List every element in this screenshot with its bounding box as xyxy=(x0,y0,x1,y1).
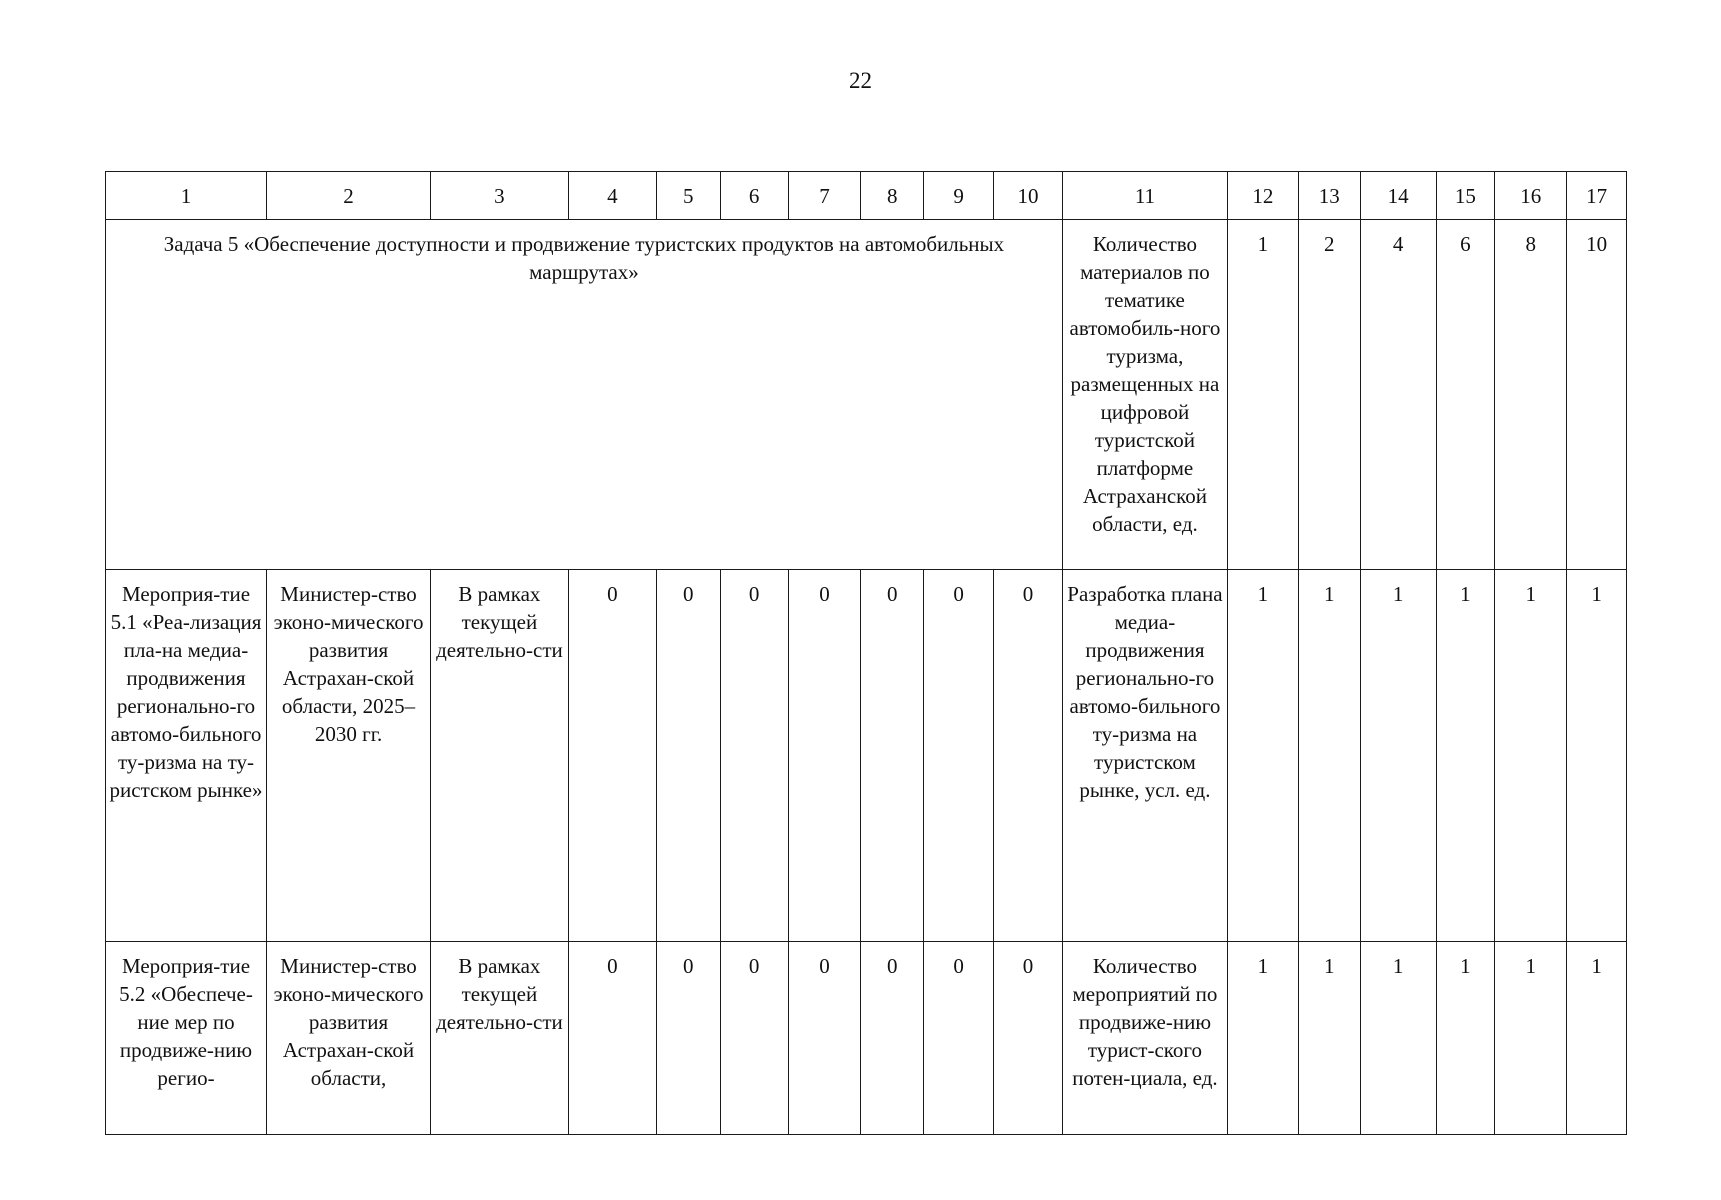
funding-amount: 0 xyxy=(568,942,656,1135)
activity-indicator: Количество мероприятий по продвиже-нию турист-ского потен-циала, ед. xyxy=(1062,942,1227,1135)
target-value: 1 xyxy=(1436,570,1495,942)
task-title: Задача 5 «Обеспечение доступности и продвижение туристских продуктов на автомобильных маршрутах» xyxy=(106,220,1063,570)
target-value: 1 xyxy=(1567,942,1627,1135)
funding-amount: 0 xyxy=(861,570,924,942)
funding-amount: 0 xyxy=(994,942,1063,1135)
program-table xyxy=(105,171,1627,1135)
target-value: 1 xyxy=(1227,942,1298,1135)
target-value: 1 xyxy=(1298,570,1360,942)
col-number: 15 xyxy=(1436,172,1495,220)
col-number: 3 xyxy=(431,172,569,220)
target-value: 1 xyxy=(1360,570,1436,942)
funding-amount: 0 xyxy=(656,570,720,942)
col-number: 10 xyxy=(994,172,1063,220)
col-number: 4 xyxy=(568,172,656,220)
activity-executor: Министер-ство эконо-мического развития Астрахан-ской области, 2025–2030 гг. xyxy=(267,570,431,942)
col-number: 7 xyxy=(788,172,861,220)
target-value: 1 xyxy=(1360,942,1436,1135)
funding-amount: 0 xyxy=(568,570,656,942)
col-number: 9 xyxy=(924,172,994,220)
activity-name: Мероприя-тие 5.2 «Обеспече-ние мер по продвиже-нию регио- xyxy=(106,942,267,1135)
target-value: 1 xyxy=(1298,942,1360,1135)
funding-amount: 0 xyxy=(861,942,924,1135)
funding-amount: 0 xyxy=(994,570,1063,942)
target-value: 10 xyxy=(1567,220,1627,570)
col-number: 16 xyxy=(1495,172,1567,220)
funding-amount: 0 xyxy=(720,942,788,1135)
page-number: 22 xyxy=(849,68,872,93)
funding-amount: 0 xyxy=(720,570,788,942)
activity-row xyxy=(106,942,1627,1135)
target-value: 2 xyxy=(1298,220,1360,570)
target-value: 1 xyxy=(1227,570,1298,942)
target-value: 4 xyxy=(1360,220,1436,570)
col-number: 13 xyxy=(1298,172,1360,220)
activity-indicator: Разработка плана медиа-продвижения регионально-го автомо-бильного ту-ризма на туристском рынке, усл. ед. xyxy=(1062,570,1227,942)
target-value: 1 xyxy=(1436,942,1495,1135)
col-number: 5 xyxy=(656,172,720,220)
col-number: 17 xyxy=(1567,172,1627,220)
col-number: 14 xyxy=(1360,172,1436,220)
task-row xyxy=(106,220,1627,570)
target-value: 1 xyxy=(1567,570,1627,942)
col-number: 1 xyxy=(106,172,267,220)
target-value: 6 xyxy=(1436,220,1495,570)
target-value: 1 xyxy=(1495,942,1567,1135)
activity-row xyxy=(106,570,1627,942)
funding-amount: 0 xyxy=(788,570,861,942)
funding-amount: 0 xyxy=(924,942,994,1135)
target-value: 8 xyxy=(1495,220,1567,570)
target-value: 1 xyxy=(1495,570,1567,942)
activity-funding: В рамках текущей деятельно-сти xyxy=(431,942,569,1135)
activity-name: Мероприя-тие 5.1 «Реа-лизация пла-на медиа-продвижения регионально-го автомо-бильного ту-ризма на ту-ристском рынке» xyxy=(106,570,267,942)
col-number: 12 xyxy=(1227,172,1298,220)
target-value: 1 xyxy=(1227,220,1298,570)
activity-funding: В рамках текущей деятельно-сти xyxy=(431,570,569,942)
activity-executor: Министер-ство эконо-мического развития Астрахан-ской области, xyxy=(267,942,431,1135)
funding-amount: 0 xyxy=(788,942,861,1135)
col-number: 11 xyxy=(1062,172,1227,220)
funding-amount: 0 xyxy=(924,570,994,942)
task-indicator: Количество материалов по тематике автомобиль-ного туризма, размещенных на цифровой туристской платформе Астраханской области, ед. xyxy=(1062,220,1227,570)
funding-amount: 0 xyxy=(656,942,720,1135)
header-row xyxy=(106,172,1627,220)
col-number: 8 xyxy=(861,172,924,220)
col-number: 6 xyxy=(720,172,788,220)
col-number: 2 xyxy=(267,172,431,220)
